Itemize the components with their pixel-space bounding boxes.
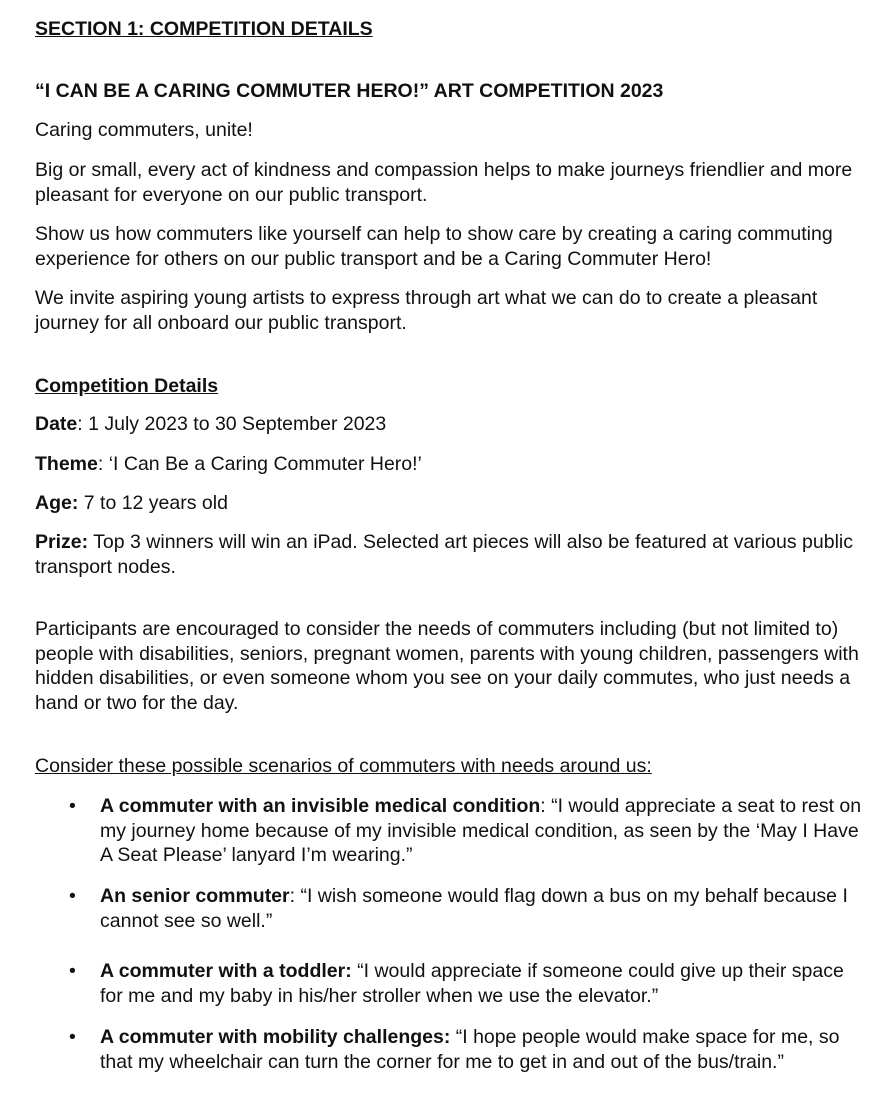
scenarios-heading: Consider these possible scenarios of commuters with needs around us: bbox=[35, 755, 652, 777]
detail-theme-value: : ‘I Can Be a Caring Commuter Hero!’ bbox=[97, 453, 422, 475]
competition-title: “I CAN BE A CARING COMMUTER HERO!” ART COMPETITION 2023 bbox=[35, 80, 664, 102]
detail-date bbox=[35, 412, 865, 437]
detail-age-label: Age: bbox=[35, 492, 79, 514]
bullet-icon: • bbox=[69, 885, 76, 907]
intro-paragraph-4: We invite aspiring young artists to express through art what we can do to create a pleasant journey for all onboard our public transport. bbox=[35, 287, 818, 334]
bullet-icon: • bbox=[69, 1026, 76, 1048]
participants-paragraph: Participants are encouraged to consider the needs of commuters including (but not limited to) people with disabilities, seniors, pregnant women, parents with young children, passengers with hidden disabilities, or even someone whom you see on your daily commutes, who just needs a hand or two for the day. bbox=[35, 618, 859, 714]
scenario-text bbox=[100, 884, 870, 933]
bullet-icon: • bbox=[69, 960, 76, 982]
scenario-quote: : “I wish someone would flag down a bus on my behalf because I cannot see so well.” bbox=[100, 885, 848, 932]
scenario-text bbox=[100, 794, 870, 868]
detail-age-value: 7 to 12 years old bbox=[78, 492, 228, 514]
detail-theme bbox=[35, 452, 865, 477]
section-title: SECTION 1: COMPETITION DETAILS bbox=[35, 18, 373, 40]
scenario-text bbox=[100, 959, 870, 1008]
scenario-quote: “I hope people would make space for me, so that my wheelchair can turn the corner for me to get in and out of the bus/train.” bbox=[100, 1026, 840, 1073]
scenario-quote: : “I would appreciate a seat to rest on my journey home because of my invisible medical condition, as seen by the ‘May I Have A Seat Please’ lanyard I’m wearing.” bbox=[100, 795, 862, 866]
scenario-quote: “I would appreciate if someone could give up their space for me and my baby in his/her stroller when we use the elevator.” bbox=[100, 960, 844, 1007]
intro-paragraph-3: Show us how commuters like yourself can help to show care by creating a caring commuting experience for others on our public transport and be a Caring Commuter Hero! bbox=[35, 223, 833, 270]
detail-theme-label: Theme bbox=[35, 453, 98, 475]
intro-paragraph-2: Big or small, every act of kindness and compassion helps to make journeys friendlier and more pleasant for everyone on our public transport. bbox=[35, 159, 853, 206]
detail-date-value: : 1 July 2023 to 30 September 2023 bbox=[77, 413, 387, 435]
scenario-label: A commuter with an invisible medical condition bbox=[100, 795, 541, 817]
detail-age bbox=[35, 491, 865, 516]
bullet-icon: • bbox=[69, 795, 76, 817]
detail-prize bbox=[35, 530, 865, 579]
detail-date-label: Date bbox=[35, 413, 78, 435]
intro-paragraph-1: Caring commuters, unite! bbox=[35, 119, 253, 141]
scenario-label: An senior commuter bbox=[100, 885, 290, 907]
scenario-text bbox=[100, 1025, 870, 1074]
competition-details-heading: Competition Details bbox=[35, 375, 219, 397]
detail-prize-label: Prize: bbox=[35, 531, 89, 553]
scenario-label: A commuter with a toddler: bbox=[100, 960, 352, 982]
detail-prize-value: Top 3 winners will win an iPad. Selected art pieces will also be featured at various public transport nodes. bbox=[35, 531, 853, 578]
scenario-label: A commuter with mobility challenges: bbox=[100, 1026, 451, 1048]
